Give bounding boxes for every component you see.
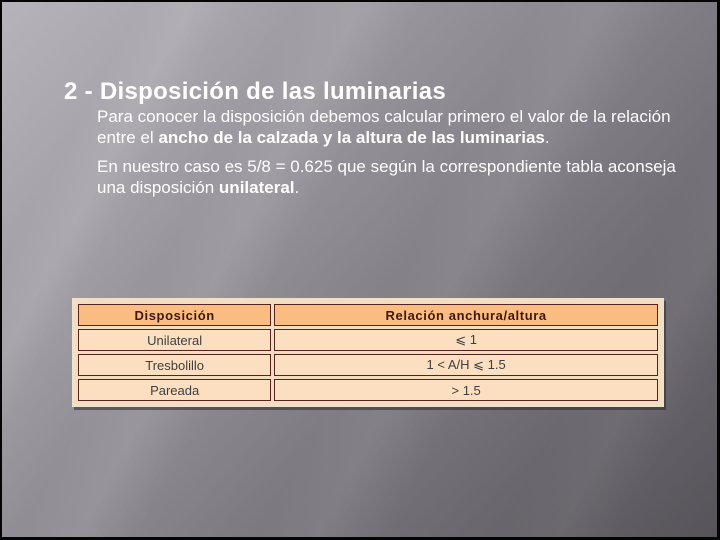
- cell-disposicion-pareada: Pareada: [78, 379, 271, 401]
- paragraph-case-text: En nuestro caso es 5/8 = 0.625 que según la correspondiente tabla aconseja una disposición: [97, 157, 676, 197]
- paragraph-case-bold: unilateral: [218, 178, 295, 197]
- slide-title: 2 - Disposición de las luminarias: [64, 78, 447, 106]
- column-header-disposicion: Disposición: [78, 304, 271, 326]
- slide-body: [97, 106, 682, 206]
- disposition-table-frame: [72, 298, 664, 407]
- paragraph-relation-bold: ancho de la calzada y la altura de las luminarias: [158, 128, 545, 147]
- paragraph-relation-text: Para conocer la disposición debemos calcular primero el valor de la relación entre el: [97, 107, 671, 147]
- cell-relacion-unilateral: ⩽ 1: [274, 329, 658, 351]
- cell-relacion-tresbolillo: 1 < A/H ⩽ 1.5: [274, 354, 658, 376]
- column-header-relacion: Relación anchura/altura: [274, 304, 658, 326]
- paragraph-case-period: .: [294, 178, 300, 197]
- cell-disposicion-tresbolillo: Tresbolillo: [78, 354, 271, 376]
- paragraph-relation: [97, 106, 682, 148]
- table-row: [78, 354, 658, 376]
- cell-disposicion-unilateral: Unilateral: [78, 329, 271, 351]
- cell-relacion-pareada: > 1.5: [274, 379, 658, 401]
- paragraph-relation-period: .: [544, 128, 550, 147]
- table-header-row: [78, 304, 658, 326]
- table-row: [78, 329, 658, 351]
- disposition-table: [75, 301, 661, 404]
- paragraph-case: [97, 156, 682, 198]
- table-row: [78, 379, 658, 401]
